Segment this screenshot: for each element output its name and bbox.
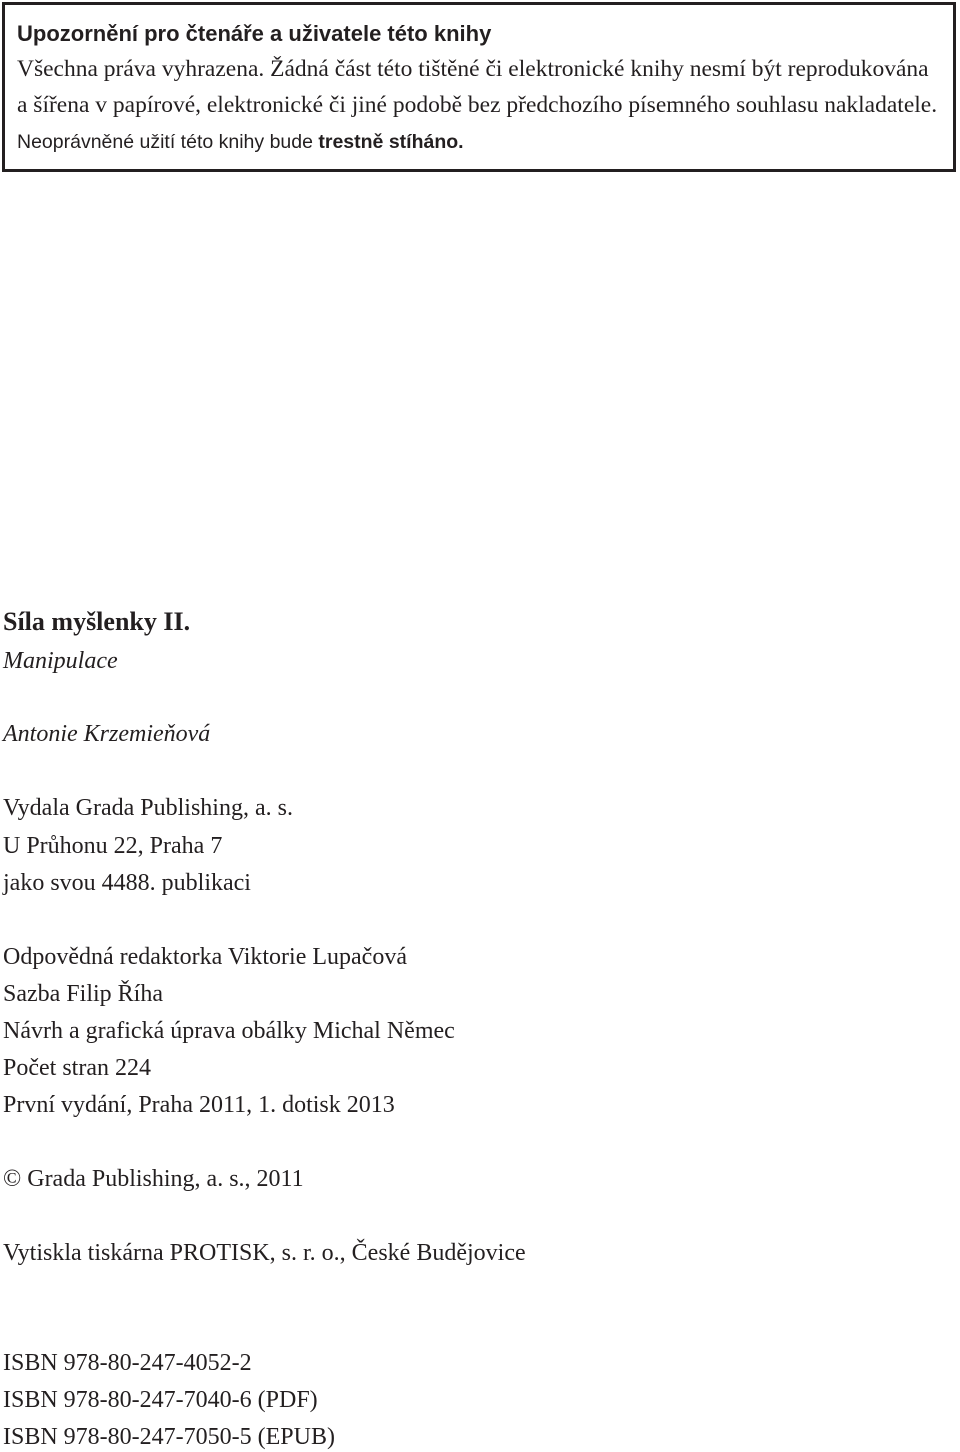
book-author: Antonie Krzemieňová <box>3 721 211 747</box>
typesetting-credit: Sazba Filip Říha <box>3 981 163 1007</box>
notice-title: Upozornění pro čtenáře a uživatele této knihy <box>17 21 492 46</box>
editor-credit: Odpovědná redaktorka Viktorie Lupačová <box>3 944 407 970</box>
cover-design-credit: Návrh a grafická úprava obálky Michal Němec <box>3 1018 455 1044</box>
publisher-address: U Průhonu 22, Praha 7 <box>3 833 223 859</box>
copyright-notice-box <box>2 2 956 172</box>
book-subtitle: Manipulace <box>3 648 118 674</box>
isbn-print: ISBN 978-80-247-4052-2 <box>3 1350 252 1376</box>
notice-warning-bold: trestně stíháno. <box>318 131 464 153</box>
page-count: Počet stran 224 <box>3 1055 151 1081</box>
book-title: Síla myšlenky II. <box>3 607 191 636</box>
publication-number: jako svou 4488. publikaci <box>3 870 251 896</box>
publisher-line: Vydala Grada Publishing, a. s. <box>3 795 293 821</box>
isbn-pdf: ISBN 978-80-247-7040-6 (PDF) <box>3 1387 318 1413</box>
notice-text <box>17 51 943 160</box>
isbn-epub: ISBN 978-80-247-7050-5 (EPUB) <box>3 1424 335 1450</box>
notice-body-text: Všechna práva vyhrazena. Žádná část této tištěné či elektronické knihy nesmí být reprodukována a šířena v papírové, elektronické či jiné podobě bez předchozího písemného souhlasu nakladatele. <box>17 56 938 118</box>
printer-line: Vytiskla tiskárna PROTISK, s. r. o., České Budějovice <box>3 1240 526 1266</box>
edition-info: První vydání, Praha 2011, 1. dotisk 2013 <box>3 1092 395 1118</box>
copyright-line: © Grada Publishing, a. s., 2011 <box>3 1166 304 1192</box>
notice-warning-text: Neoprávněné užití této knihy bude <box>17 131 319 153</box>
